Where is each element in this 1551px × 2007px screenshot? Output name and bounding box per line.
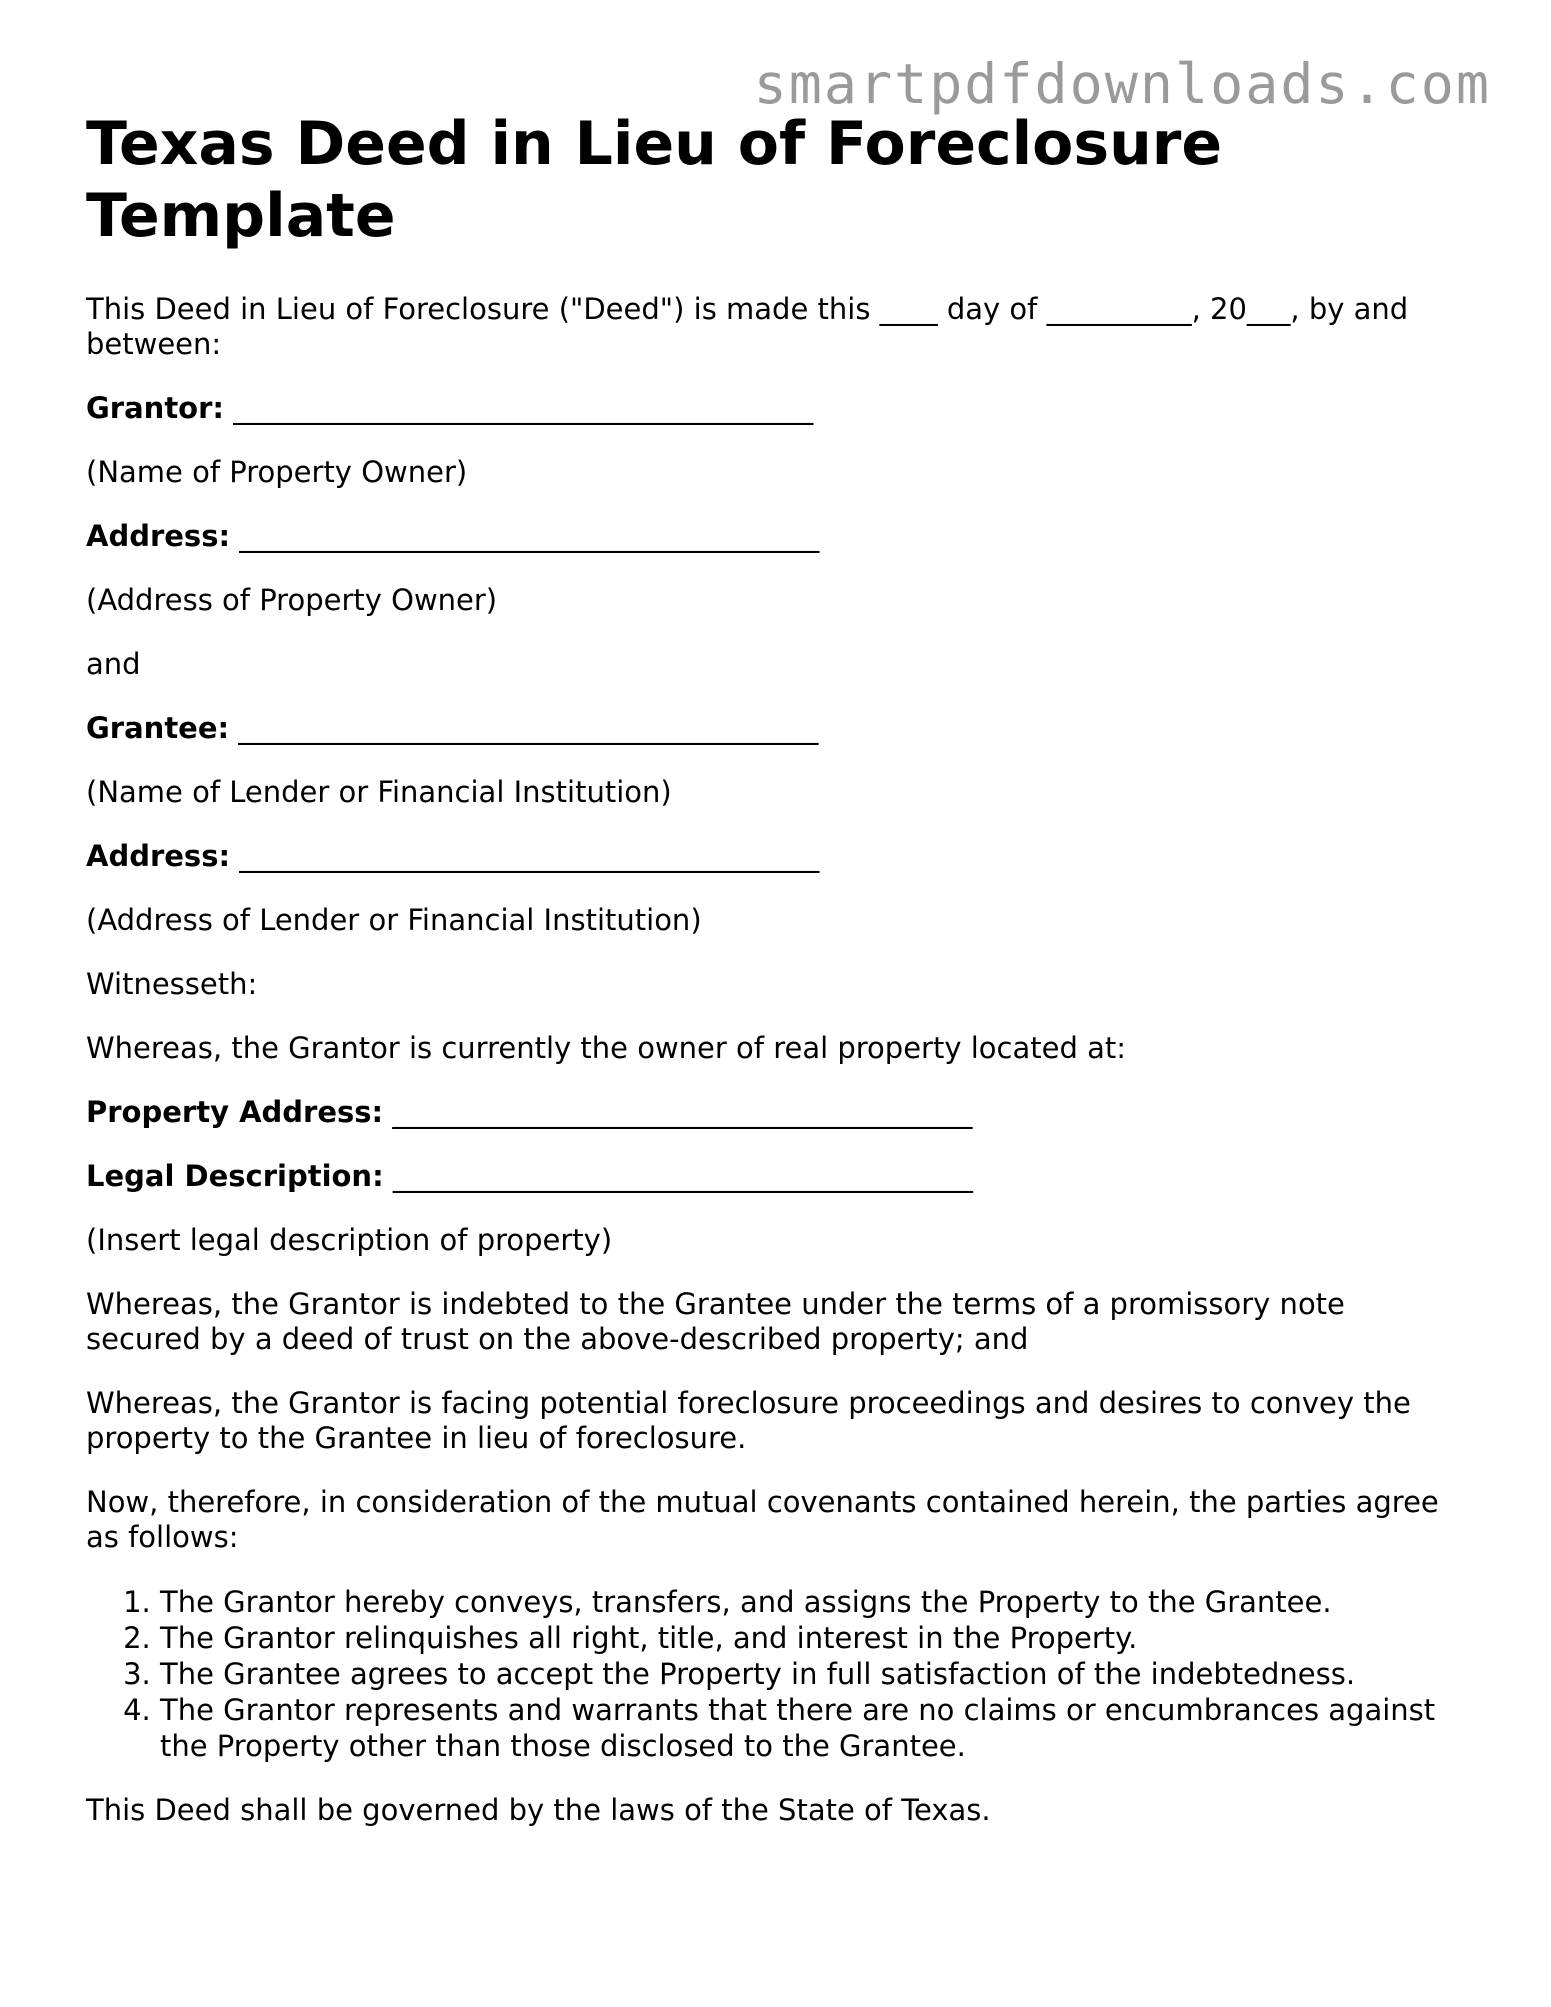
grantee-blank[interactable]: ________________________________________	[238, 711, 819, 745]
grantor-blank[interactable]: ________________________________________	[233, 391, 814, 425]
grantee-address-line	[86, 839, 1466, 874]
legal-description-label: Legal Description:	[86, 1159, 384, 1193]
grantee-line	[86, 711, 1466, 746]
document-page	[86, 108, 1466, 1857]
grantor-line	[86, 391, 1466, 426]
list-item: 2. The Grantor relinquishes all right, title, and interest in the Property.	[160, 1620, 1466, 1656]
grantor-label: Grantor:	[86, 391, 225, 425]
now-therefore-paragraph: Now, therefore, in consideration of the mutual covenants contained herein, the parties agree as follows:	[86, 1485, 1439, 1554]
grantor-address-note: (Address of Property Owner)	[86, 583, 498, 617]
legal-description-blank[interactable]: ________________________________________	[392, 1159, 973, 1193]
grantee-label: Grantee:	[86, 711, 230, 745]
whereas-facing-paragraph: Whereas, the Grantor is facing potential foreclosure proceedings and desires to convey the property to the Grantee in lieu of foreclosure.	[86, 1386, 1411, 1455]
legal-description-note: (Insert legal description of property)	[86, 1223, 613, 1257]
grantee-note: (Name of Lender or Financial Institution)	[86, 775, 672, 809]
whereas-indebted-paragraph: Whereas, the Grantor is indebted to the Grantee under the terms of a promissory note secured by a deed of trust on the above-described property; and	[86, 1287, 1345, 1356]
witnesseth-text: Witnesseth:	[86, 967, 258, 1001]
intro-paragraph: This Deed in Lieu of Foreclosure ("Deed") is made this ____ day of __________, 20___, by and between:	[86, 292, 1409, 361]
list-item: 4. The Grantor represents and warrants that there are no claims or encumbrances against the Property other than those disclosed to the Grantee.	[160, 1692, 1466, 1764]
and-text: and	[86, 647, 141, 681]
whereas-owner-paragraph: Whereas, the Grantor is currently the owner of real property located at:	[86, 1031, 1126, 1065]
grantee-address-blank[interactable]: ________________________________________	[239, 839, 820, 873]
grantee-address-label: Address:	[86, 839, 231, 873]
terms-list	[86, 1584, 1466, 1764]
watermark: smartpdfdownloads.com	[753, 52, 1491, 116]
legal-description-line	[86, 1159, 1466, 1194]
grantee-address-note: (Address of Lender or Financial Institution)	[86, 903, 702, 937]
grantor-address-line	[86, 519, 1466, 554]
property-address-blank[interactable]: ________________________________________	[392, 1095, 973, 1129]
grantor-note: (Name of Property Owner)	[86, 455, 468, 489]
grantor-address-label: Address:	[86, 519, 231, 553]
list-item: 3. The Grantee agrees to accept the Property in full satisfaction of the indebtedness.	[160, 1656, 1466, 1692]
property-address-label: Property Address:	[86, 1095, 384, 1129]
page-title: Texas Deed in Lieu of Foreclosure Template	[86, 109, 1223, 251]
list-item: 1. The Grantor hereby conveys, transfers, and assigns the Property to the Grantee.	[160, 1584, 1466, 1620]
property-address-line	[86, 1095, 1466, 1130]
governing-law-paragraph: This Deed shall be governed by the laws of the State of Texas.	[86, 1793, 991, 1827]
grantor-address-blank[interactable]: ________________________________________	[239, 519, 820, 553]
